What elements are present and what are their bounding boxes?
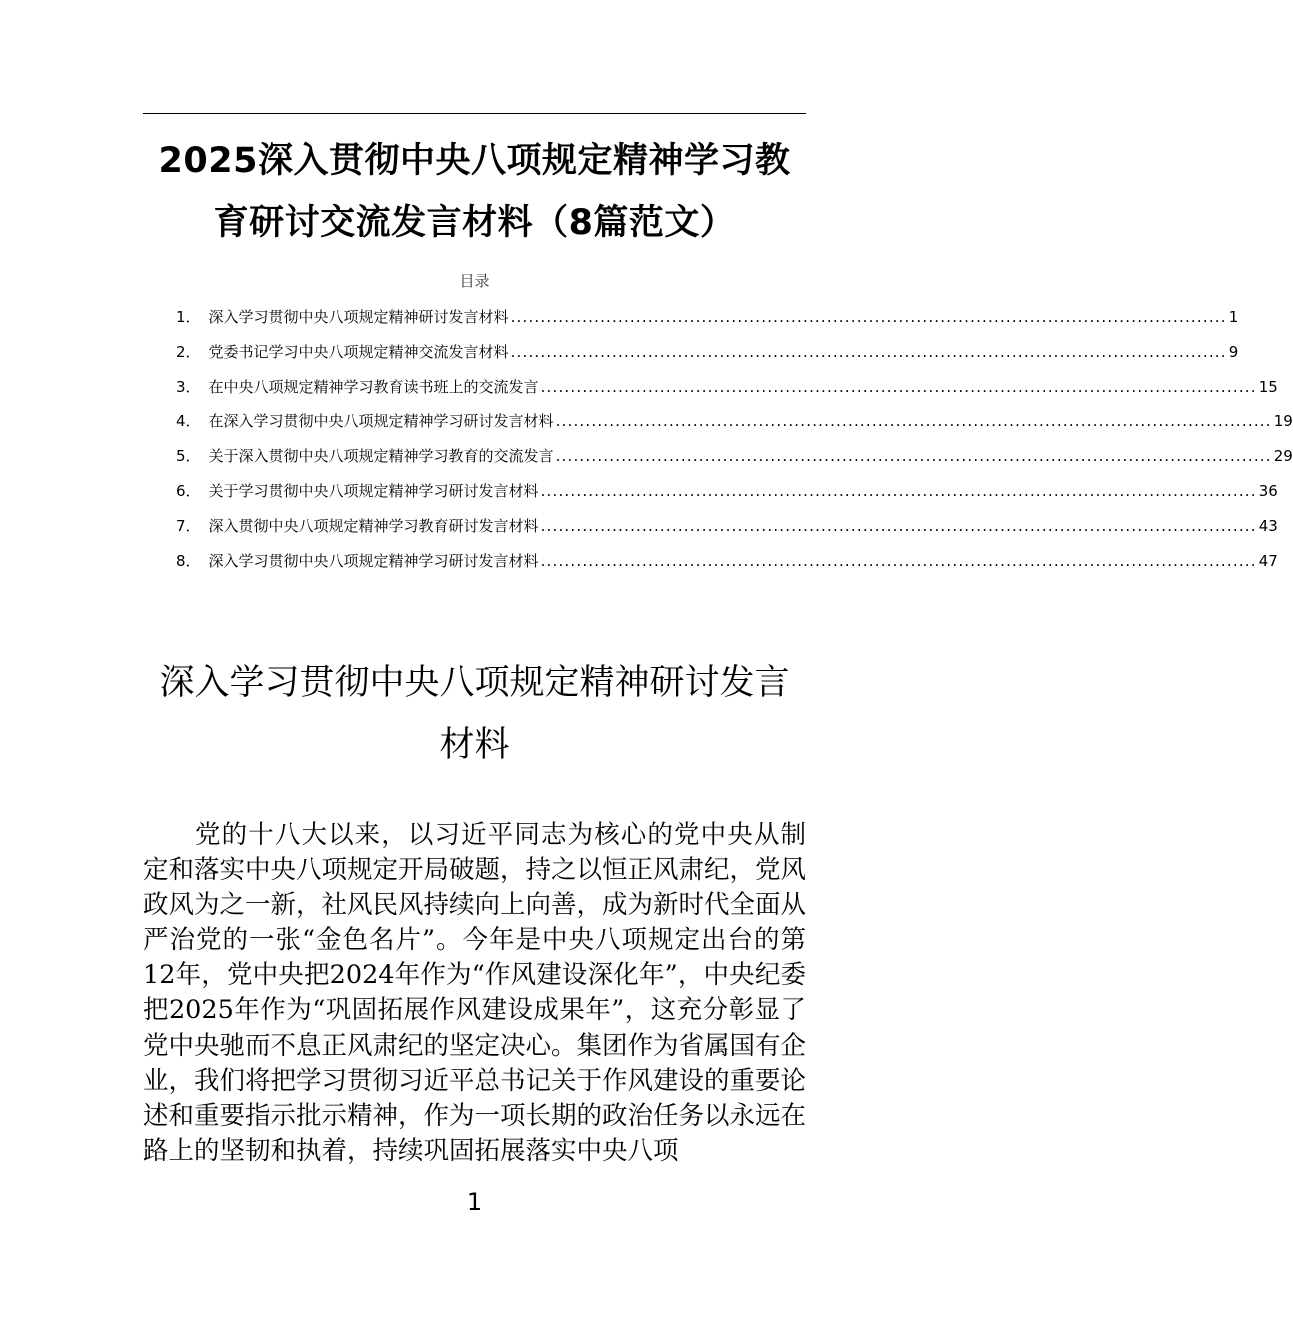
toc-item[interactable]: [176, 549, 1278, 584]
toc-item[interactable]: [176, 444, 1293, 479]
document-title: [143, 130, 806, 254]
header-rule: [143, 113, 806, 114]
toc-item[interactable]: [176, 375, 1278, 410]
page-number: 1: [466, 1188, 483, 1216]
toc-item-page: 36: [1258, 481, 1278, 500]
toc-leader-dots: ........................................................................................................................: [540, 481, 1257, 500]
toc-item-title: 深入贯彻中央八项规定精神学习教育研讨发言材料: [208, 516, 539, 535]
toc-item-page: 43: [1258, 516, 1278, 535]
toc-leader-dots: ........................................................................................................................: [555, 447, 1272, 466]
toc-item-number: 8．: [176, 551, 201, 570]
document-title-line-1: 2025深入贯彻中央八项规定精神学习教: [158, 141, 791, 181]
toc-item[interactable]: [176, 514, 1278, 549]
toc-item-number: 4．: [176, 412, 201, 431]
section-title-line-1: 深入学习贯彻中央八项规定精神研讨发言: [159, 663, 790, 703]
toc-heading: 目录: [459, 272, 490, 290]
toc-item-page: 15: [1258, 377, 1278, 396]
toc-item-title: 在深入学习贯彻中央八项规定精神学习研讨发言材料: [208, 412, 554, 431]
toc-item-page: 19: [1273, 412, 1293, 431]
toc-leader-dots: ........................................................................................................................: [510, 342, 1227, 361]
table-of-contents: [176, 305, 1293, 583]
toc-item-page: 29: [1273, 447, 1293, 466]
section-title: [143, 652, 806, 776]
toc-item-number: 7．: [176, 516, 201, 535]
toc-leader-dots: ........................................................................................................................: [510, 308, 1227, 326]
toc-item-number: 2．: [176, 342, 201, 361]
toc-item-page: 1: [1228, 308, 1239, 326]
section-title-line-2: 材料: [439, 725, 510, 765]
body-paragraph: 党的十八大以来，以习近平同志为核心的党中央从制定和落实中央八项规定开局破题，持之以恒正风肃纪，党风政风为之一新，社风民风持续向上向善，成为新时代全面从严治党的一张“金色名片”。今年是中央八项规定出台的第12年，党中央把2024年作为“作风建设深化年”，中央纪委把2025年作为“巩固拓展作风建设成果年”，这充分彰显了党中央驰而不息正风肃纪的坚定决心。集团作为省属国有企业，我们将把学习贯彻习近平总书记关于作风建设的重要论述和重要指示批示精神，作为一项长期的政治任务以永远在路上的坚韧和执着，持续巩固拓展落实中央八项: [143, 820, 807, 1166]
toc-item[interactable]: [176, 340, 1239, 375]
toc-item[interactable]: [176, 305, 1239, 340]
toc-item-title: 深入学习贯彻中央八项规定精神研讨发言材料: [208, 308, 509, 326]
toc-item-number: 1．: [176, 308, 201, 326]
toc-item-number: 6．: [176, 481, 201, 500]
document-title-line-2: 育研讨交流发言材料（8篇范文）: [213, 203, 736, 243]
toc-item[interactable]: [176, 409, 1293, 444]
toc-item-title: 党委书记学习中央八项规定精神交流发言材料: [208, 342, 509, 361]
toc-item-title: 关于学习贯彻中央八项规定精神学习研讨发言材料: [208, 481, 539, 500]
toc-item-title: 在中央八项规定精神学习教育读书班上的交流发言: [208, 377, 539, 396]
toc-item-page: 9: [1228, 342, 1239, 361]
toc-leader-dots: ........................................................................................................................: [540, 377, 1257, 396]
toc-item-title: 关于深入贯彻中央八项规定精神学习教育的交流发言: [208, 447, 554, 466]
toc-item-page: 47: [1258, 551, 1278, 570]
toc-leader-dots: ........................................................................................................................: [540, 516, 1257, 535]
toc-item-title: 深入学习贯彻中央八项规定精神学习研讨发言材料: [208, 551, 539, 570]
toc-leader-dots: ........................................................................................................................: [540, 551, 1257, 570]
toc-item-number: 3．: [176, 377, 201, 396]
toc-leader-dots: ........................................................................................................................: [555, 412, 1272, 431]
toc-item-number: 5．: [176, 447, 201, 466]
toc-item[interactable]: [176, 479, 1278, 514]
